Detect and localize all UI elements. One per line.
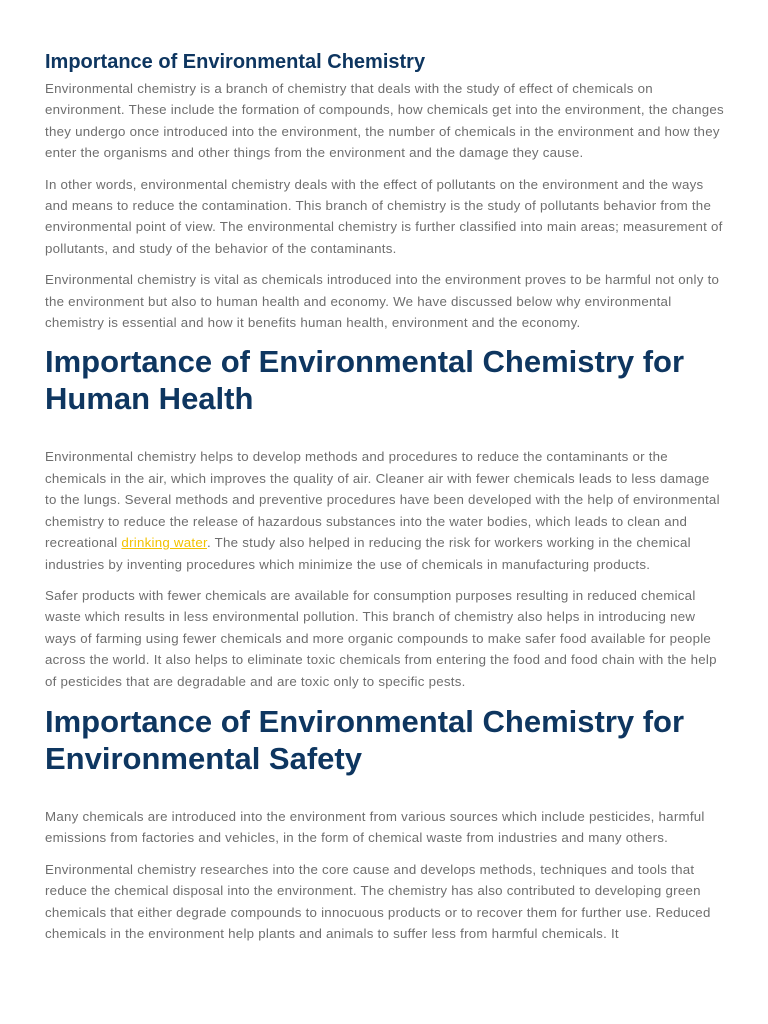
article-title: Importance of Environmental Chemistry [45, 51, 426, 73]
health-section-heading: Importance of Environmental Chemistry for Human Health [45, 344, 685, 417]
article [45, 50, 725, 944]
health-paragraph-1-start: Environmental chemistry helps to develop methods and procedures to reduce the contaminants or the chemicals in the air, which improves the quality of air. Cleaner air with fewer chemicals leads to less damage to the lungs. Several methods and preventive procedures have been developed with the help of environmental chemistry to reduce the release of hazardous substances into the water bodies, which leads to clean and recreational [45, 449, 720, 551]
intro-paragraph-1: Environmental chemistry is a branch of chemistry that deals with the study of effect of chemicals on environment. These include the formation of compounds, how chemicals get into the environment, the changes they undergo once introduced into the environment, the number of chemicals in the environment and how they enter the organisms and other things from the environment and the damage they cause. [45, 81, 724, 161]
safety-paragraph-2: Environmental chemistry researches into the core cause and develops methods, techniques and tools that reduce the chemical disposal into the environment. The chemistry has also contributed to developing green chemicals that either degrade compounds to innocuous products or to recover them for further use. Reduced chemicals in the environment help plants and animals to suffer less from harmful chemicals. It [45, 861, 711, 941]
health-paragraph-2: Safer products with fewer chemicals are available for consumption purposes resulting in reduced chemical waste which results in less environmental pollution. This branch of chemistry also helps in introducing new ways of farming using fewer chemicals and more organic compounds to make safer food available for people across the world. It also helps to eliminate toxic chemicals from entering the food and food chain with the help of pesticides that are degradable and are toxic only to specific pests. [45, 587, 717, 689]
intro-paragraph-2: In other words, environmental chemistry deals with the effect of pollutants on the environment and the ways and means to reduce the contamination. This branch of chemistry is the study of pollutants behavior from the environmental point of view. The environmental chemistry is further classified into main areas; measurement of pollutants, and study of the behavior of the contaminants. [45, 176, 723, 256]
drinking-water-link[interactable]: drinking water [121, 535, 207, 551]
health-paragraph-1-end: . The study also helped in reducing the risk for workers working in the chemical industries by inventing procedures which minimize the use of chemicals in manufacturing products. [45, 535, 691, 572]
health-paragraph-1 [45, 446, 725, 574]
safety-paragraph-1: Many chemicals are introduced into the environment from various sources which include pesticides, harmful emissions from factories and vehicles, in the form of chemical waste from industries and many others. [45, 808, 705, 846]
safety-section-heading: Importance of Environmental Chemistry for Environmental Safety [45, 703, 685, 776]
intro-paragraph-3: Environmental chemistry is vital as chemicals introduced into the environment proves to be harmful not only to the environment but also to human health and economy. We have discussed below why environmental chemistry is essential and how it benefits human health, environment and the economy. [45, 272, 720, 331]
